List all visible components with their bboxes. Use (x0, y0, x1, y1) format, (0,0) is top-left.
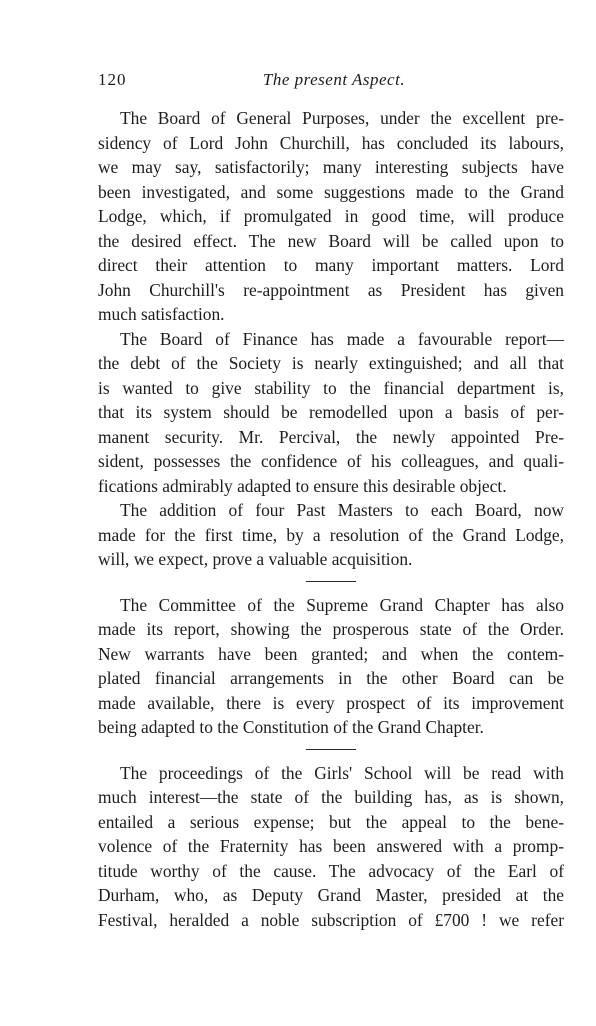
page-number: 120 (98, 70, 127, 89)
text-line: fications admirably adapted to ensure this desirable object. (98, 475, 507, 496)
body-text (98, 106, 564, 932)
text-line: The Board of Finance has made a favourable report— (120, 328, 564, 349)
text-line: The Committee of the Supreme Grand Chapter has also (120, 594, 564, 615)
section-divider (98, 572, 564, 593)
text-line: Durham, who, as Deputy Grand Master, presided at the (98, 885, 564, 905)
running-title: The present Aspect. (262, 70, 406, 89)
text-line: we may say, satisfactorily; many interesting subjects have (98, 157, 564, 177)
text-line: the desired effect. The new Board will be called upon to (98, 230, 564, 251)
page-header (98, 70, 570, 94)
paragraph-board-of-general-purposes (98, 106, 564, 327)
text-line: made available, there is every prospect of its improvement (98, 692, 564, 713)
text-line: titude worthy of the cause. The advocacy of the Earl of (98, 860, 564, 881)
section-divider (98, 740, 564, 761)
text-line: plated financial arrangements in the other Board can be (98, 668, 564, 688)
text-line: The addition of four Past Masters to each Board, now (120, 500, 564, 520)
paragraph-board-of-finance (98, 327, 564, 499)
text-line: manent security. Mr. Percival, the newly appointed Pre- (98, 426, 564, 447)
paragraph-girls-school (98, 761, 564, 933)
text-line: Festival, heralded a noble subscription of £700 ! we refer (98, 909, 564, 930)
text-line: been investigated, and some suggestions made to the Grand (98, 181, 564, 202)
text-line: New warrants have been granted; and when the contem- (98, 643, 564, 664)
text-line: will, we expect, prove a valuable acquisition. (98, 549, 413, 569)
text-line: The Board of General Purposes, under the excellent pre- (120, 108, 564, 128)
paragraph-grand-chapter (98, 593, 564, 740)
text-line: volence of the Fraternity has been answered with a promp- (98, 836, 564, 856)
text-line: made for the first time, by a resolution of the Grand Lodge, (98, 524, 564, 545)
text-line: sidency of Lord John Churchill, has concluded its labours, (98, 132, 564, 153)
text-line: made its report, showing the prosperous state of the Order. (98, 619, 564, 639)
text-line: being adapted to the Constitution of the Grand Chapter. (98, 717, 484, 737)
text-line: John Churchill's re-appointment as President has given (98, 279, 564, 300)
paragraph-past-masters (98, 498, 564, 572)
text-line: much interest—the state of the building has, as is shown, (98, 787, 564, 807)
text-line: much satisfaction. (98, 304, 225, 324)
text-line: that its system should be remodelled upon a basis of per- (98, 402, 564, 422)
text-line: The proceedings of the Girls' School will be read with (120, 762, 564, 783)
text-line: is wanted to give stability to the financial department is, (98, 377, 564, 398)
text-line: Lodge, which, if promulgated in good time, will produce (98, 206, 564, 226)
text-line: sident, possesses the confidence of his colleagues, and quali- (98, 451, 564, 471)
text-line: direct their attention to many important matters. Lord (98, 255, 564, 275)
text-line: the debt of the Society is nearly extinguished; and all that (98, 353, 564, 373)
text-line: entailed a serious expense; but the appeal to the bene- (98, 811, 564, 832)
